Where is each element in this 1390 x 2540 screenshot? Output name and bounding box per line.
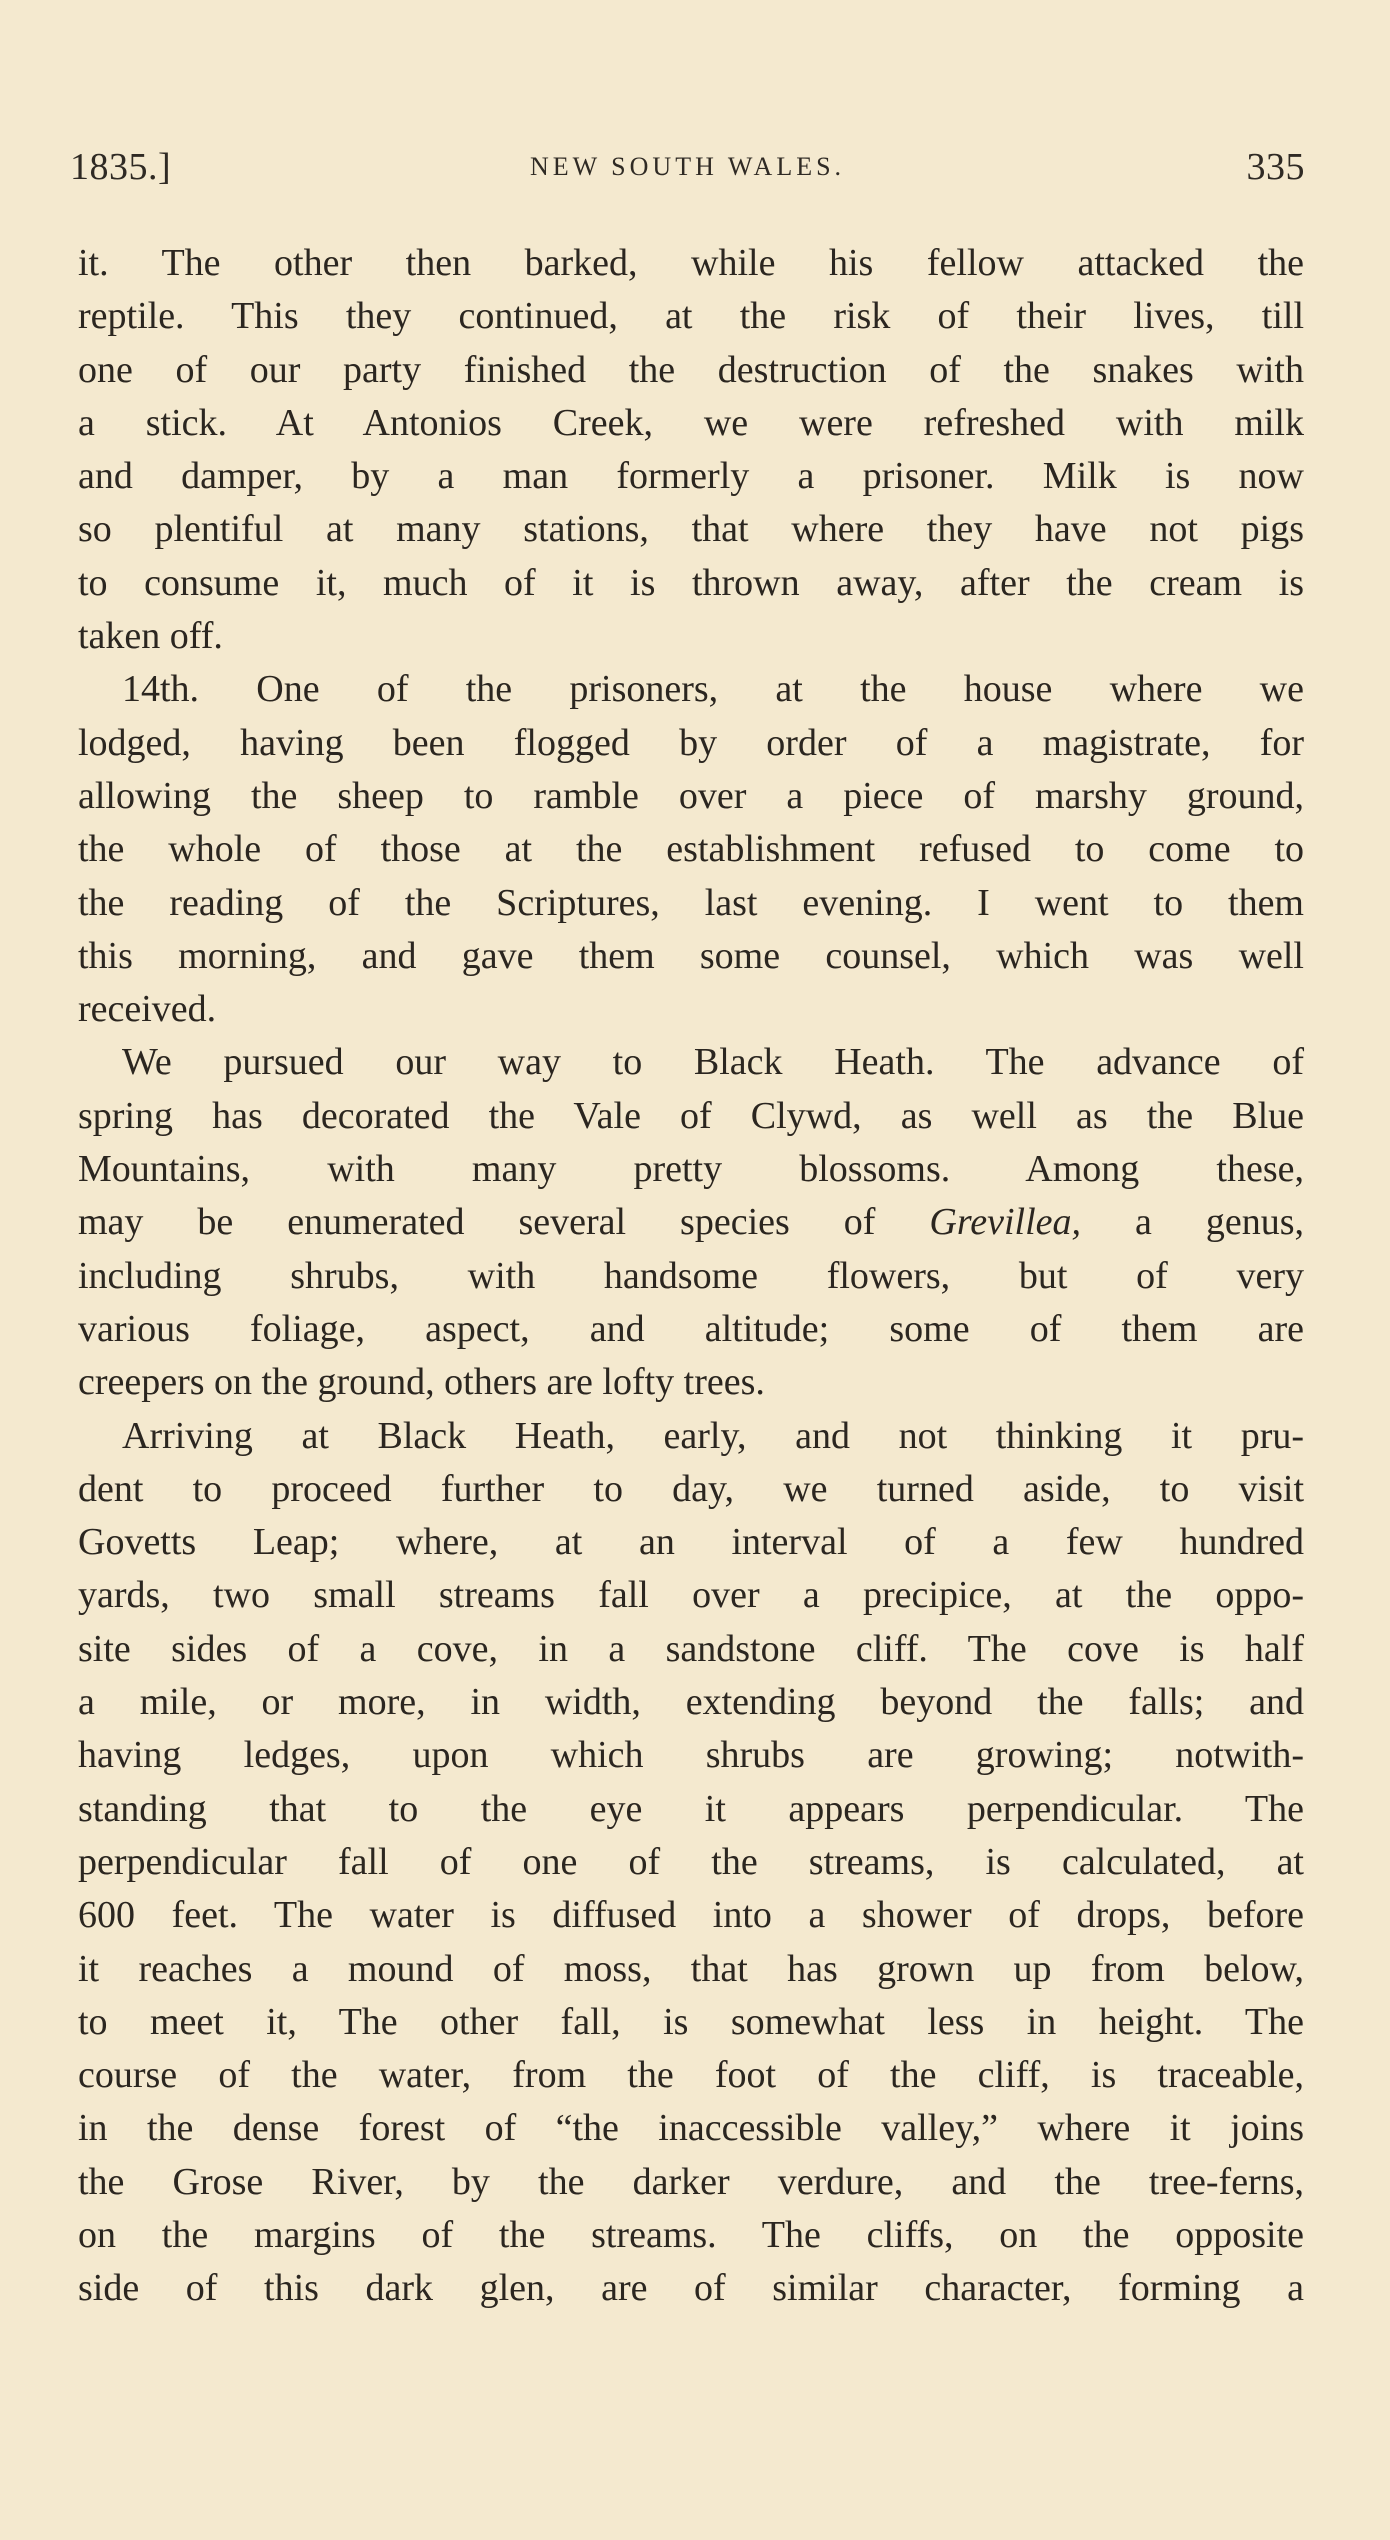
paragraph-black-heath — [78, 1036, 1304, 1409]
text-line: We pursued our way to Black Heath. The advance of — [122, 1041, 1304, 1084]
text-line: one of our party finished the destruction of the snakes with — [78, 348, 1304, 391]
text-line: it reaches a mound of moss, that has grown up from below, — [78, 1947, 1304, 1990]
text-line: the Grose River, by the darker verdure, and the tree-ferns, — [78, 2160, 1304, 2203]
text-line: this morning, and gave them some counsel, which was well — [78, 934, 1304, 977]
text-line: on the margins of the streams. The cliffs, on the opposite — [78, 2213, 1304, 2256]
text-line: so plentiful at many stations, that where they have not pigs — [78, 508, 1304, 551]
text-line: the whole of those at the establishment refused to come to — [78, 828, 1304, 871]
text-line: the reading of the Scriptures, last evening. I went to them — [78, 881, 1304, 924]
text-line: it. The other then barked, while his fellow attacked the — [78, 242, 1304, 284]
text-line: Arriving at Black Heath, early, and not thinking it pru- — [122, 1414, 1304, 1457]
text-line: various foliage, aspect, and altitude; some of them are — [78, 1307, 1304, 1350]
text-line: to consume it, much of it is thrown away, after the cream is — [78, 561, 1304, 604]
text-line: a stick. At Antonios Creek, we were refreshed with milk — [78, 401, 1304, 444]
text-line: Mountains, with many pretty blossoms. Among these, — [78, 1148, 1304, 1191]
text-line: side of this dark glen, are of similar character, forming a — [78, 2267, 1304, 2310]
page-body — [78, 237, 1304, 2316]
text-line: having ledges, upon which shrubs are growing; notwith- — [78, 1734, 1304, 1777]
text-line: in the dense forest of “the inaccessible valley,” where it joins — [78, 2107, 1304, 2150]
text-line: and damper, by a man formerly a prisoner. Milk is now — [78, 455, 1304, 498]
text-line: creepers on the ground, others are lofty trees. — [78, 1361, 765, 1404]
paragraph-14th — [78, 663, 1304, 1036]
text-line: standing that to the eye it appears perpendicular. The — [78, 1787, 1304, 1830]
text-line: perpendicular fall of one of the streams, is calculated, at — [78, 1840, 1304, 1883]
species-name: Grevillea, — [929, 1201, 1081, 1244]
text-line: reptile. This they continued, at the risk of their lives, till — [78, 295, 1304, 338]
text-line: to meet it, The other fall, is somewhat less in height. The — [78, 2000, 1304, 2043]
text-line: site sides of a cove, in a sandstone cliff. The cove is half — [78, 1627, 1304, 1670]
text-line: a mile, or more, in width, extending beyond the falls; and — [78, 1681, 1304, 1724]
running-head — [70, 145, 1305, 195]
running-title: NEW SOUTH WALES. — [529, 152, 846, 181]
text-line: including shrubs, with handsome flowers, but of very — [78, 1254, 1304, 1297]
text-line: 14th. One of the prisoners, at the house where we — [122, 668, 1304, 711]
text-run: may be enumerated several species of — [78, 1201, 930, 1244]
paragraph-govetts-leap — [78, 1410, 1304, 2316]
text-line: 600 feet. The water is diffused into a shower of drops, before — [78, 1894, 1304, 1937]
paragraph-snakes — [78, 237, 1304, 663]
text-line: spring has decorated the Vale of Clywd, as well as the Blue — [78, 1094, 1304, 1137]
text-line: allowing the sheep to ramble over a piece of marshy ground, — [78, 774, 1304, 817]
text-line: taken off. — [78, 615, 223, 658]
text-line: dent to proceed further to day, we turned aside, to visit — [78, 1467, 1304, 1510]
text-line: lodged, having been flogged by order of a magistrate, for — [78, 721, 1304, 764]
text-run: a genus, — [1081, 1201, 1304, 1244]
text-line: yards, two small streams fall over a precipice, at the oppo- — [78, 1574, 1304, 1617]
text-line-grevillea — [78, 1196, 1304, 1249]
text-line: Govetts Leap; where, at an interval of a few hundred — [78, 1521, 1304, 1564]
year-heading: 1835.] — [70, 146, 172, 188]
text-line: course of the water, from the foot of the cliff, is traceable, — [78, 2054, 1304, 2097]
text-line: received. — [78, 988, 217, 1031]
page-number: 335 — [1246, 146, 1305, 188]
